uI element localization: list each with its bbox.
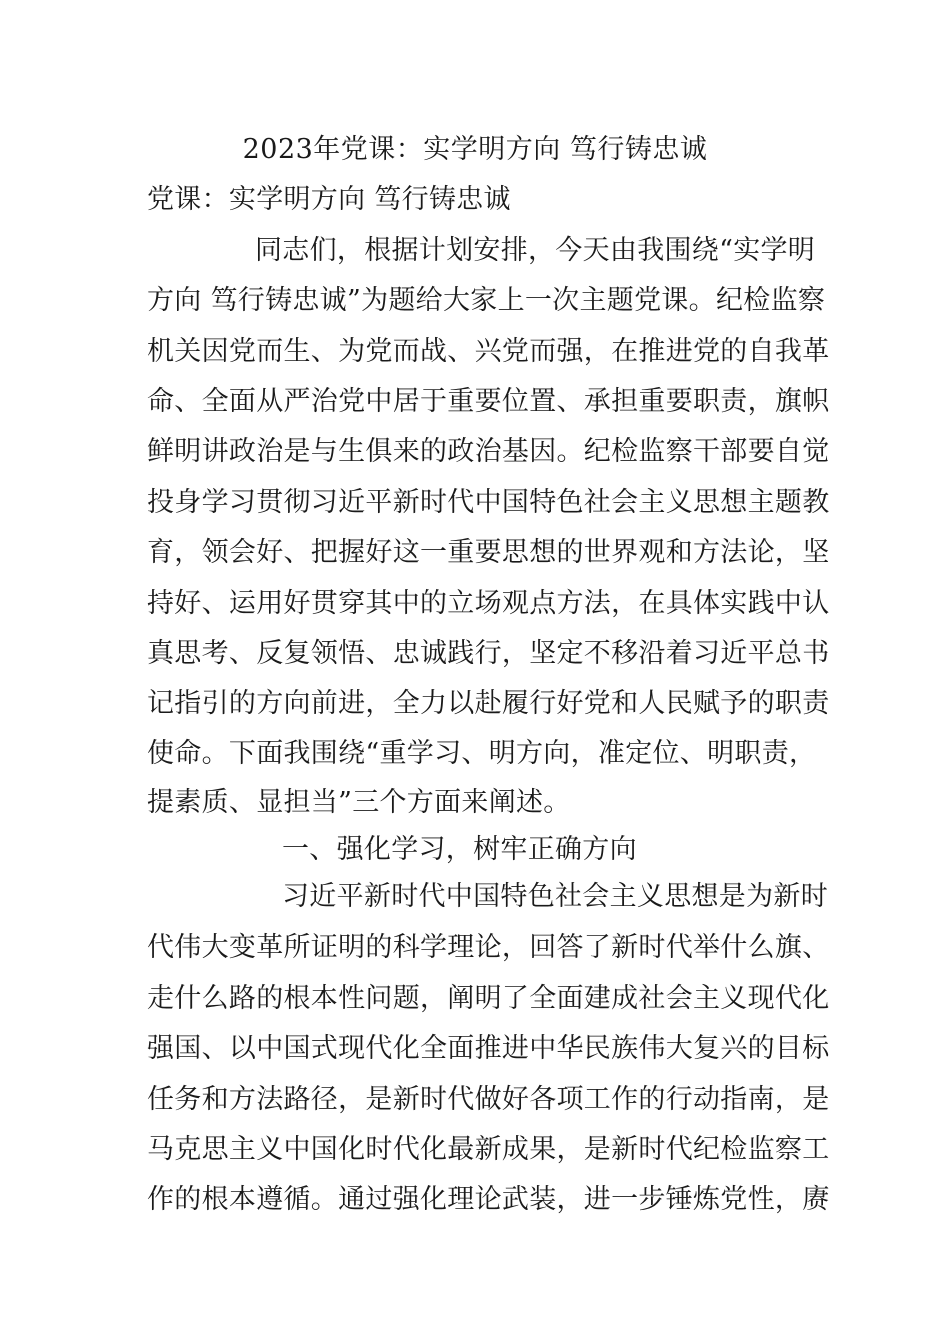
paragraph-line: 投身学习贯彻习近平新时代中国特色社会主义思想主题教 bbox=[147, 487, 830, 518]
paragraph-line: 强国、以中国式现代化全面推进中华民族伟大复兴的目标 bbox=[147, 1033, 830, 1064]
paragraph-line: 提素质、显担当”三个方面来阐述。 bbox=[147, 787, 571, 818]
paragraph-line: 习近平新时代中国特色社会主义思想是为新时 bbox=[282, 881, 828, 912]
paragraph-line: 走什么路的根本性问题，阐明了全面建成社会主义现代化 bbox=[147, 983, 830, 1014]
paragraph-line: 同志们，根据计划安排，今天由我围绕“实学明 bbox=[255, 235, 816, 266]
paragraph-line: 马克思主义中国化时代化最新成果，是新时代纪检监察工 bbox=[147, 1134, 830, 1165]
paragraph-line: 真思考、反复领悟、忠诚践行，坚定不移沿着习近平总书 bbox=[147, 638, 830, 669]
paragraph-line: 记指引的方向前进，全力以赴履行好党和人民赋予的职责 bbox=[147, 688, 830, 719]
paragraph-line: 使命。下面我围绕“重学习、明方向，准定位、明职责， bbox=[147, 738, 817, 769]
section-heading: 一、强化学习，树牢正确方向 bbox=[282, 834, 637, 865]
document-title: 2023年党课：实学明方向 笃行铸忠诚 bbox=[242, 134, 708, 165]
paragraph-line: 育，领会好、把握好这一重要思想的世界观和方法论，坚 bbox=[147, 537, 830, 568]
document-subtitle: 党课：实学明方向 笃行铸忠诚 bbox=[147, 184, 511, 215]
paragraph-line: 代伟大变革所证明的科学理论，回答了新时代举什么旗、 bbox=[147, 932, 830, 963]
paragraph-line: 命、全面从严治党中居于重要位置、承担重要职责，旗帜 bbox=[147, 386, 830, 417]
paragraph-line: 任务和方法路径，是新时代做好各项工作的行动指南，是 bbox=[147, 1084, 830, 1115]
paragraph-line: 方向 笃行铸忠诚”为题给大家上一次主题党课。纪检监察 bbox=[147, 285, 826, 316]
paragraph-line: 机关因党而生、为党而战、兴党而强，在推进党的自我革 bbox=[147, 336, 830, 367]
paragraph-line: 鲜明讲政治是与生俱来的政治基因。纪检监察干部要自觉 bbox=[147, 436, 830, 467]
paragraph-line: 作的根本遵循。通过强化理论武装，进一步锤炼党性，赓 bbox=[147, 1184, 830, 1215]
paragraph-line: 持好、运用好贯穿其中的立场观点方法，在具体实践中认 bbox=[147, 588, 830, 619]
